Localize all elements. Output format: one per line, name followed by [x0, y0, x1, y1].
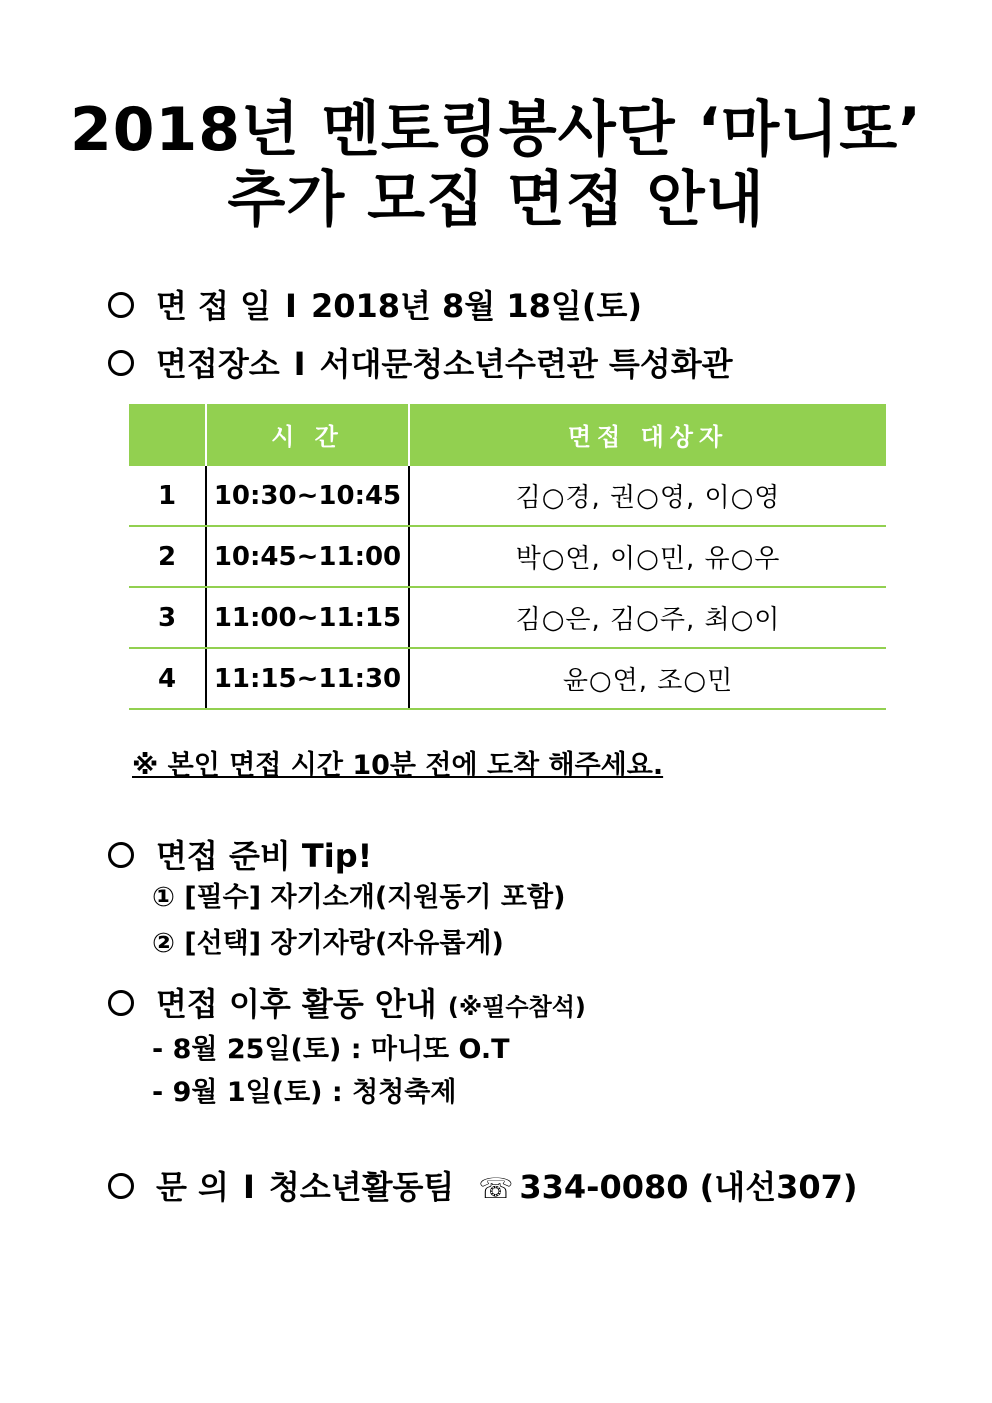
table-header-row	[129, 404, 886, 465]
circle-bullet-icon	[108, 1173, 134, 1199]
row-names: 김○은, 김○주, 최○이	[409, 587, 886, 648]
row-names: 박○연, 이○민, 유○우	[409, 526, 886, 587]
header-names: 면접 대상자	[409, 404, 886, 465]
row-time: 10:45~11:00	[206, 526, 409, 587]
separator: I	[293, 345, 306, 383]
row-time: 11:15~11:30	[206, 648, 409, 709]
tip-item-required: ① [필수] 자기소개(지원동기 포함)	[152, 882, 566, 913]
header-no	[129, 404, 206, 465]
arrival-notice: ※ 본인 면접 시간 10분 전에 도착 해주세요.	[132, 750, 664, 781]
contact-label: 문 의	[156, 1168, 229, 1206]
after-heading: 면접 이후 활동 안내	[156, 985, 437, 1023]
row-names: 윤○연, 조○민	[409, 648, 886, 709]
after-item-festival: - 9월 1일(토) : 청청축제	[152, 1077, 457, 1108]
table-row	[129, 587, 886, 648]
after-heading-row	[108, 984, 586, 1027]
contact-row	[108, 1167, 858, 1209]
interview-date-label: 면 접 일	[156, 287, 272, 325]
interview-place-row	[108, 344, 733, 384]
page-title-line2: 추가 모집 면접 안내	[227, 165, 765, 235]
separator: I	[242, 1168, 255, 1206]
phone-icon: ☏	[478, 1172, 514, 1205]
circle-bullet-icon	[108, 990, 134, 1016]
circle-bullet-icon	[108, 842, 134, 868]
row-time: 10:30~10:45	[206, 465, 409, 526]
row-no: 4	[129, 648, 206, 709]
row-no: 3	[129, 587, 206, 648]
tips-heading: 면접 준비 Tip!	[156, 837, 373, 875]
table-row	[129, 648, 886, 709]
interview-date-row	[108, 286, 642, 326]
interview-date-value: 2018년 8월 18일(토)	[310, 287, 642, 325]
table-row	[129, 526, 886, 587]
table-row	[129, 465, 886, 526]
after-item-ot: - 8월 25일(토) : 마니또 O.T	[152, 1034, 510, 1065]
circle-bullet-icon	[108, 292, 134, 318]
separator: I	[285, 287, 297, 325]
row-no: 1	[129, 465, 206, 526]
tip-item-optional: ② [선택] 장기자랑(자유롭게)	[152, 928, 504, 959]
interview-place-label: 면접장소	[156, 345, 280, 383]
row-names: 김○경, 권○영, 이○영	[409, 465, 886, 526]
contact-phone: 334-0080 (내선307)	[519, 1168, 858, 1206]
page-title-line1: 2018년 멘토링봉사단 ‘마니또’	[70, 95, 922, 165]
contact-team: 청소년활동팀	[268, 1168, 455, 1206]
header-time: 시 간	[206, 404, 409, 465]
after-note: (※필수참석)	[447, 993, 586, 1021]
schedule-table	[129, 404, 886, 710]
row-time: 11:00~11:15	[206, 587, 409, 648]
interview-place-value: 서대문청소년수련관 특성화관	[319, 345, 733, 383]
row-no: 2	[129, 526, 206, 587]
tips-heading-row	[108, 836, 372, 876]
circle-bullet-icon	[108, 350, 134, 376]
